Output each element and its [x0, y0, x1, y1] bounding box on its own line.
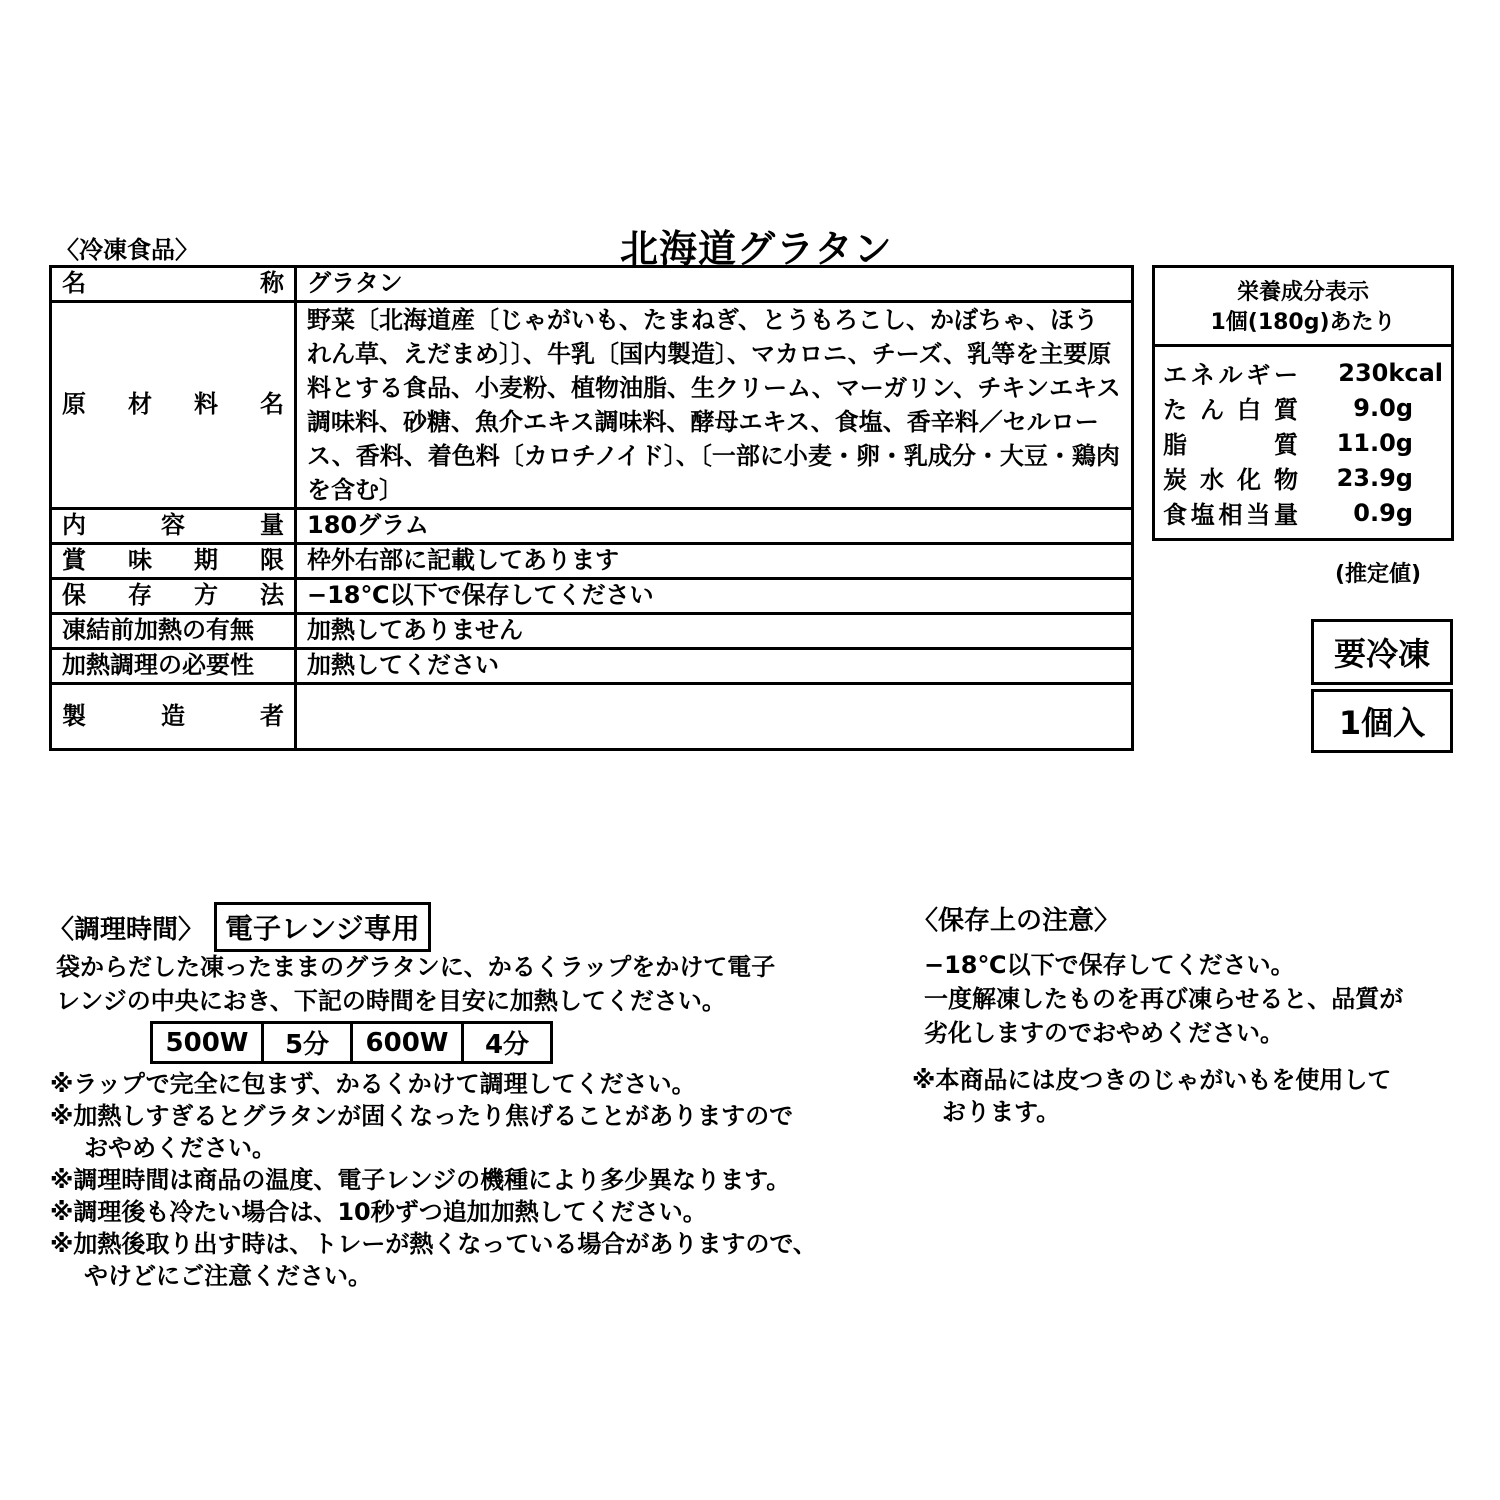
frozen-badge: 要冷凍	[1311, 619, 1453, 685]
table-row	[51, 267, 1133, 302]
nutrition-row	[1155, 390, 1451, 425]
row-label: 内容量	[51, 509, 296, 544]
row-label: 凍結前加熱の有無	[51, 614, 296, 649]
note-line: ※調理時間は商品の温度、電子レンジの機種により多少異なります。	[50, 1166, 791, 1194]
instruction-line: 袋からだした凍ったままのグラタンに、かるくラップをかけて電子	[56, 953, 776, 981]
table-row	[51, 579, 1133, 614]
storage-line: −18℃以下で保存してください。	[924, 951, 1295, 979]
row-label: 製造者	[51, 684, 296, 750]
table-row	[152, 1023, 552, 1063]
row-value: 加熱してありません	[296, 614, 1133, 649]
cooking-instructions	[56, 950, 876, 1018]
nutrient-value: 11.0g	[1336, 428, 1413, 457]
row-value: 加熱してください	[296, 649, 1133, 684]
nutrition-box	[1152, 265, 1454, 541]
nutrition-row	[1155, 425, 1451, 460]
time-cell: 5分	[263, 1023, 352, 1063]
nutrition-row	[1155, 495, 1451, 530]
row-value: 枠外右部に記載してあります	[296, 544, 1133, 579]
note-line: ※調理後も冷たい場合は、10秒ずつ追加加熱してください。	[50, 1198, 707, 1226]
storage-note-line: ※本商品には皮つきのじゃがいもを使用して	[912, 1066, 1392, 1094]
nutrient-name: エネルギー	[1163, 361, 1298, 389]
microwave-only-badge: 電子レンジ専用	[214, 902, 431, 952]
note-line: ※加熱しすぎるとグラタンが固くなったり焦げることがありますので	[50, 1102, 794, 1130]
note-line: おやめください。	[84, 1134, 276, 1162]
row-label: 加熱調理の必要性	[51, 649, 296, 684]
watt-cell: 600W	[352, 1023, 463, 1063]
nutrient-value: 23.9g	[1336, 463, 1413, 492]
heating-time-table	[150, 1021, 553, 1064]
nutrition-row	[1155, 355, 1451, 390]
row-label: 賞味期限	[51, 544, 296, 579]
storage-line: 一度解凍したものを再び凍らせると、品質が	[924, 985, 1404, 1013]
nutrition-header	[1155, 268, 1451, 347]
row-value: グラタン	[296, 267, 1133, 302]
row-label: 保存方法	[51, 579, 296, 614]
cooking-notes	[50, 1068, 880, 1292]
time-cell: 4分	[463, 1023, 552, 1063]
table-row	[51, 509, 1133, 544]
table-row	[51, 302, 1133, 509]
nutrition-row	[1155, 460, 1451, 495]
table-row	[51, 649, 1133, 684]
ingredients-value: 野菜〔北海道産〔じゃがいも、たまねぎ、とうもろこし、かぼちゃ、ほうれん草、えだまめ〕〕、牛乳〔国内製造〕、マカロニ、チーズ、乳等を主要原料とする食品、小麦粉、植物油脂、生クリーム、マーガリン、チキンエキス調味料、砂糖、魚介エキス調味料、酵母エキス、食塩、香辛料／セルロース、香料、着色料〔カロチノイド〕、〔一部に小麦・卵・乳成分・大豆・鶏肉を含む〕	[296, 302, 1133, 509]
cooking-header	[48, 902, 431, 952]
table-row	[51, 614, 1133, 649]
nutrient-value: 230kcal	[1338, 358, 1443, 387]
storage-heading: 〈保存上の注意〉	[912, 906, 1121, 936]
count-badge: 1個入	[1311, 689, 1453, 753]
cooking-heading: 〈調理時間〉	[48, 914, 205, 945]
storage-line: 劣化しますのでおやめください。	[924, 1019, 1284, 1047]
product-title: 北海道グラタン	[620, 227, 893, 271]
row-label: 原材料名	[51, 302, 296, 509]
nutrient-name: 脂質	[1163, 431, 1298, 459]
row-value: 180グラム	[296, 509, 1133, 544]
note-line: やけどにご注意ください。	[84, 1262, 372, 1290]
nutrition-per: 1個(180g)あたり	[1210, 310, 1396, 335]
estimate-note: (推定値)	[1335, 562, 1422, 587]
row-value: −18℃以下で保存してください	[296, 579, 1133, 614]
storage-note-line: おります。	[942, 1098, 1061, 1126]
storage-text	[924, 948, 1464, 1050]
watt-cell: 500W	[152, 1023, 263, 1063]
row-label: 名称	[51, 267, 296, 302]
table-row	[51, 684, 1133, 750]
row-value	[296, 684, 1133, 750]
nutrient-name: 食塩相当量	[1163, 501, 1298, 529]
label-table	[49, 265, 1134, 751]
note-line: ※ラップで完全に包まず、かるくかけて調理してください。	[50, 1070, 696, 1098]
nutrient-value: 0.9g	[1353, 498, 1413, 527]
category-label: 〈冷凍食品〉	[55, 236, 199, 264]
instruction-line: レンジの中央におき、下記の時間を目安に加熱してください。	[56, 987, 726, 1015]
nutrient-value: 9.0g	[1353, 393, 1413, 422]
storage-note	[912, 1064, 1472, 1128]
table-row	[51, 544, 1133, 579]
nutrient-name: 炭水化物	[1163, 466, 1298, 494]
nutrient-name: たん白質	[1163, 396, 1298, 424]
note-line: ※加熱後取り出す時は、トレーが熱くなっている場合がありますので、	[50, 1230, 817, 1258]
nutrition-heading: 栄養成分表示	[1236, 280, 1369, 305]
